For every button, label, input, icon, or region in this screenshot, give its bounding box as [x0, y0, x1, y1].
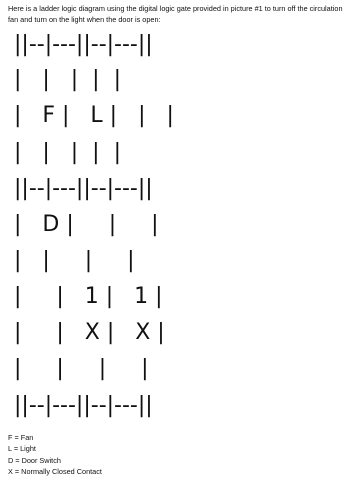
legend-normally-closed-contact: X = Normally Closed Contact	[8, 467, 102, 477]
diagram-line-ones: | | 1 | 1 |	[14, 284, 163, 309]
diagram-line-top-rail: ||--|---||--|---||	[14, 32, 153, 57]
legend	[8, 432, 102, 478]
intro-text: Here is a ladder logic diagram using the digital logic gate provided in picture #1 to turn off the circulation fan and turn on the light when the door is open:	[8, 4, 343, 24]
diagram-line-bottom-rail: ||--|---||--|---||	[14, 393, 153, 418]
diagram-line-10: | | | |	[14, 356, 149, 381]
legend-light: L = Light	[8, 444, 36, 454]
diagram-line-fan-light: | F | L | | |	[14, 103, 174, 128]
ladder-logic-diagram	[14, 34, 334, 422]
legend-fan: F = Fan	[8, 433, 34, 442]
legend-door-switch: D = Door Switch	[8, 455, 61, 465]
diagram-line-door: | D | | |	[14, 212, 159, 237]
diagram-line-4: | | | | |	[14, 140, 121, 165]
diagram-line-2: | | | | |	[14, 67, 121, 92]
diagram-line-7: | | | |	[14, 248, 135, 273]
diagram-line-middle-rail: ||--|---||--|---||	[14, 176, 153, 201]
diagram-line-contacts: | | X | X |	[14, 320, 165, 345]
